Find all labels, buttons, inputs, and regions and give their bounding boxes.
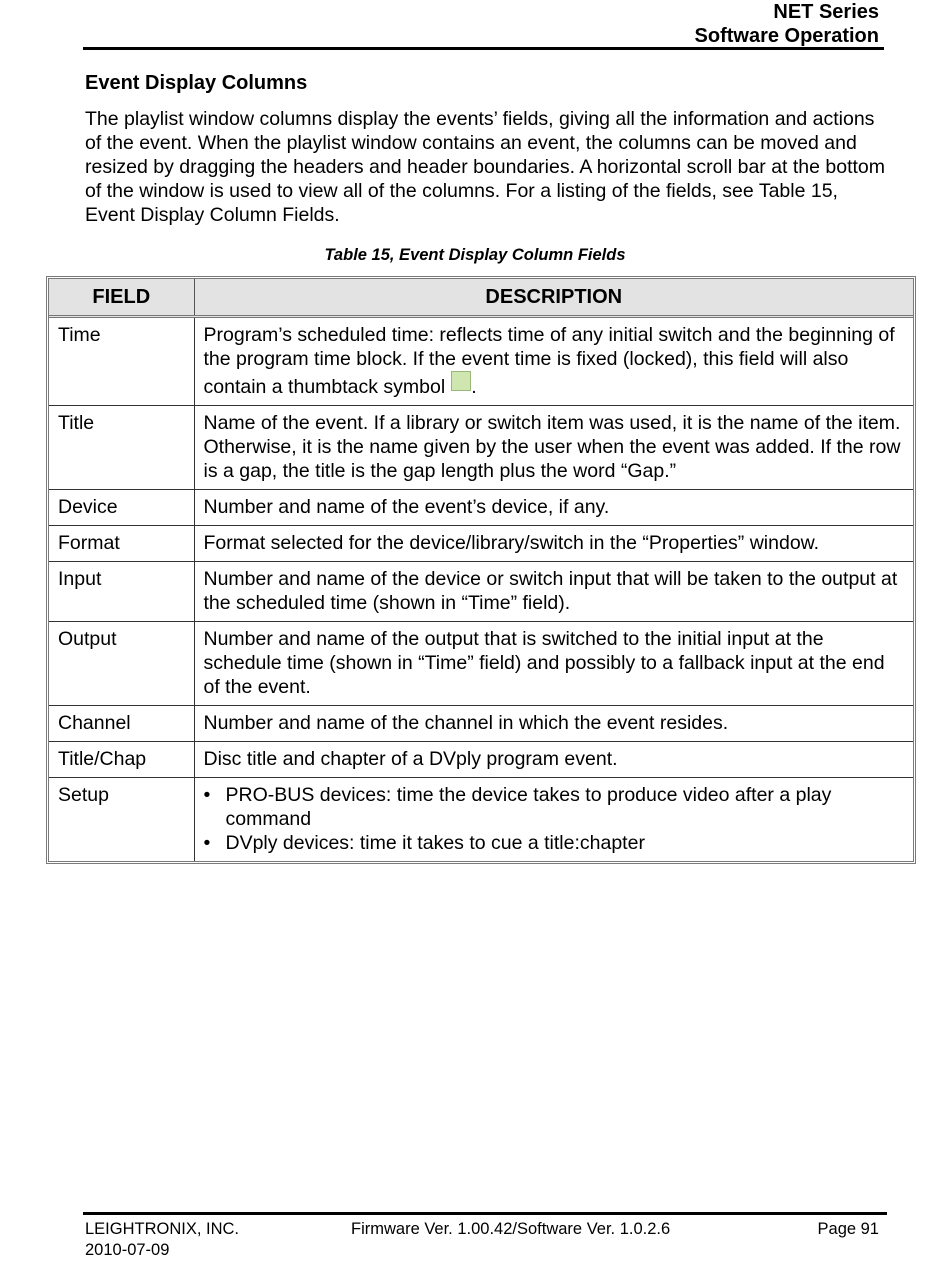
header-series: NET Series <box>773 1 879 23</box>
table-row <box>49 706 913 742</box>
table-row <box>49 490 913 526</box>
header-section: Software Operation <box>694 25 879 47</box>
description-suffix: . <box>471 376 477 398</box>
table-row <box>49 622 913 706</box>
field-table <box>46 276 916 864</box>
field-cell: Setup <box>49 778 194 862</box>
bullet-item: • PRO-BUS devices: time the device takes to produce video after a play command <box>204 783 906 831</box>
description-cell <box>194 317 913 406</box>
table-caption: Table 15, Event Display Column Fields <box>324 246 626 264</box>
table-row <box>49 317 913 406</box>
field-cell: Time <box>49 317 194 406</box>
description-cell: Number and name of the output that is switched to the initial input at the schedule time (shown in “Time” field) and possibly to a fallback input at the end of the event. <box>194 622 913 706</box>
field-column-header: FIELD <box>49 279 194 317</box>
field-cell: Output <box>49 622 194 706</box>
description-text: Program’s scheduled time: reflects time of any initial switch and the beginning of the program time block. If the event time is fixed (locked), this field will also contain a thumbtack symbol <box>203 324 895 398</box>
table-header-row <box>49 279 913 317</box>
table-row <box>49 742 913 778</box>
bullet-item: • DVply devices: time it takes to cue a title:chapter <box>204 831 906 855</box>
field-cell: Title <box>49 406 194 490</box>
table-row <box>49 526 913 562</box>
footer-date: 2010-07-09 <box>85 1241 170 1259</box>
description-cell: Format selected for the device/library/switch in the “Properties” window. <box>194 526 913 562</box>
footer-rule <box>83 1212 887 1215</box>
section-title: Event Display Columns <box>85 72 308 94</box>
setup-bullet-list <box>204 783 906 855</box>
description-cell: Number and name of the device or switch input that will be taken to the output at the scheduled time (shown in “Time” field). <box>194 562 913 622</box>
description-cell <box>194 778 913 862</box>
footer-page-number: Page 91 <box>817 1220 879 1238</box>
field-cell: Title/Chap <box>49 742 194 778</box>
description-column-header: DESCRIPTION <box>194 279 913 317</box>
field-cell: Format <box>49 526 194 562</box>
description-cell: Number and name of the event’s device, if any. <box>194 490 913 526</box>
field-cell: Input <box>49 562 194 622</box>
table-row <box>49 562 913 622</box>
header-rule <box>83 47 884 50</box>
intro-paragraph: The playlist window columns display the events’ fields, giving all the information and actions of the event. When the playlist window contains an event, the columns can be moved and resized by dragging the headers and header boundaries. A horizontal scroll bar at the bottom of the window is used to view all of the columns. For a listing of the fields, see Table 15, Event Display Column Fields. <box>85 108 886 226</box>
table-row <box>49 778 913 862</box>
thumbtack-icon <box>451 371 471 391</box>
footer-left <box>85 1219 239 1261</box>
page-header <box>695 0 879 48</box>
table-row <box>49 406 913 490</box>
description-cell: Name of the event. If a library or switch item was used, it is the name of the item. Otherwise, it is the name given by the user when the event was added. If the row is a gap, the title is the gap length plus the word “Gap.” <box>194 406 913 490</box>
description-cell: Disc title and chapter of a DVply program event. <box>194 742 913 778</box>
field-cell: Channel <box>49 706 194 742</box>
description-cell: Number and name of the channel in which the event resides. <box>194 706 913 742</box>
footer-version: Firmware Ver. 1.00.42/Software Ver. 1.0.2.6 <box>351 1220 671 1238</box>
footer-company: LEIGHTRONIX, INC. <box>85 1220 240 1238</box>
field-cell: Device <box>49 490 194 526</box>
